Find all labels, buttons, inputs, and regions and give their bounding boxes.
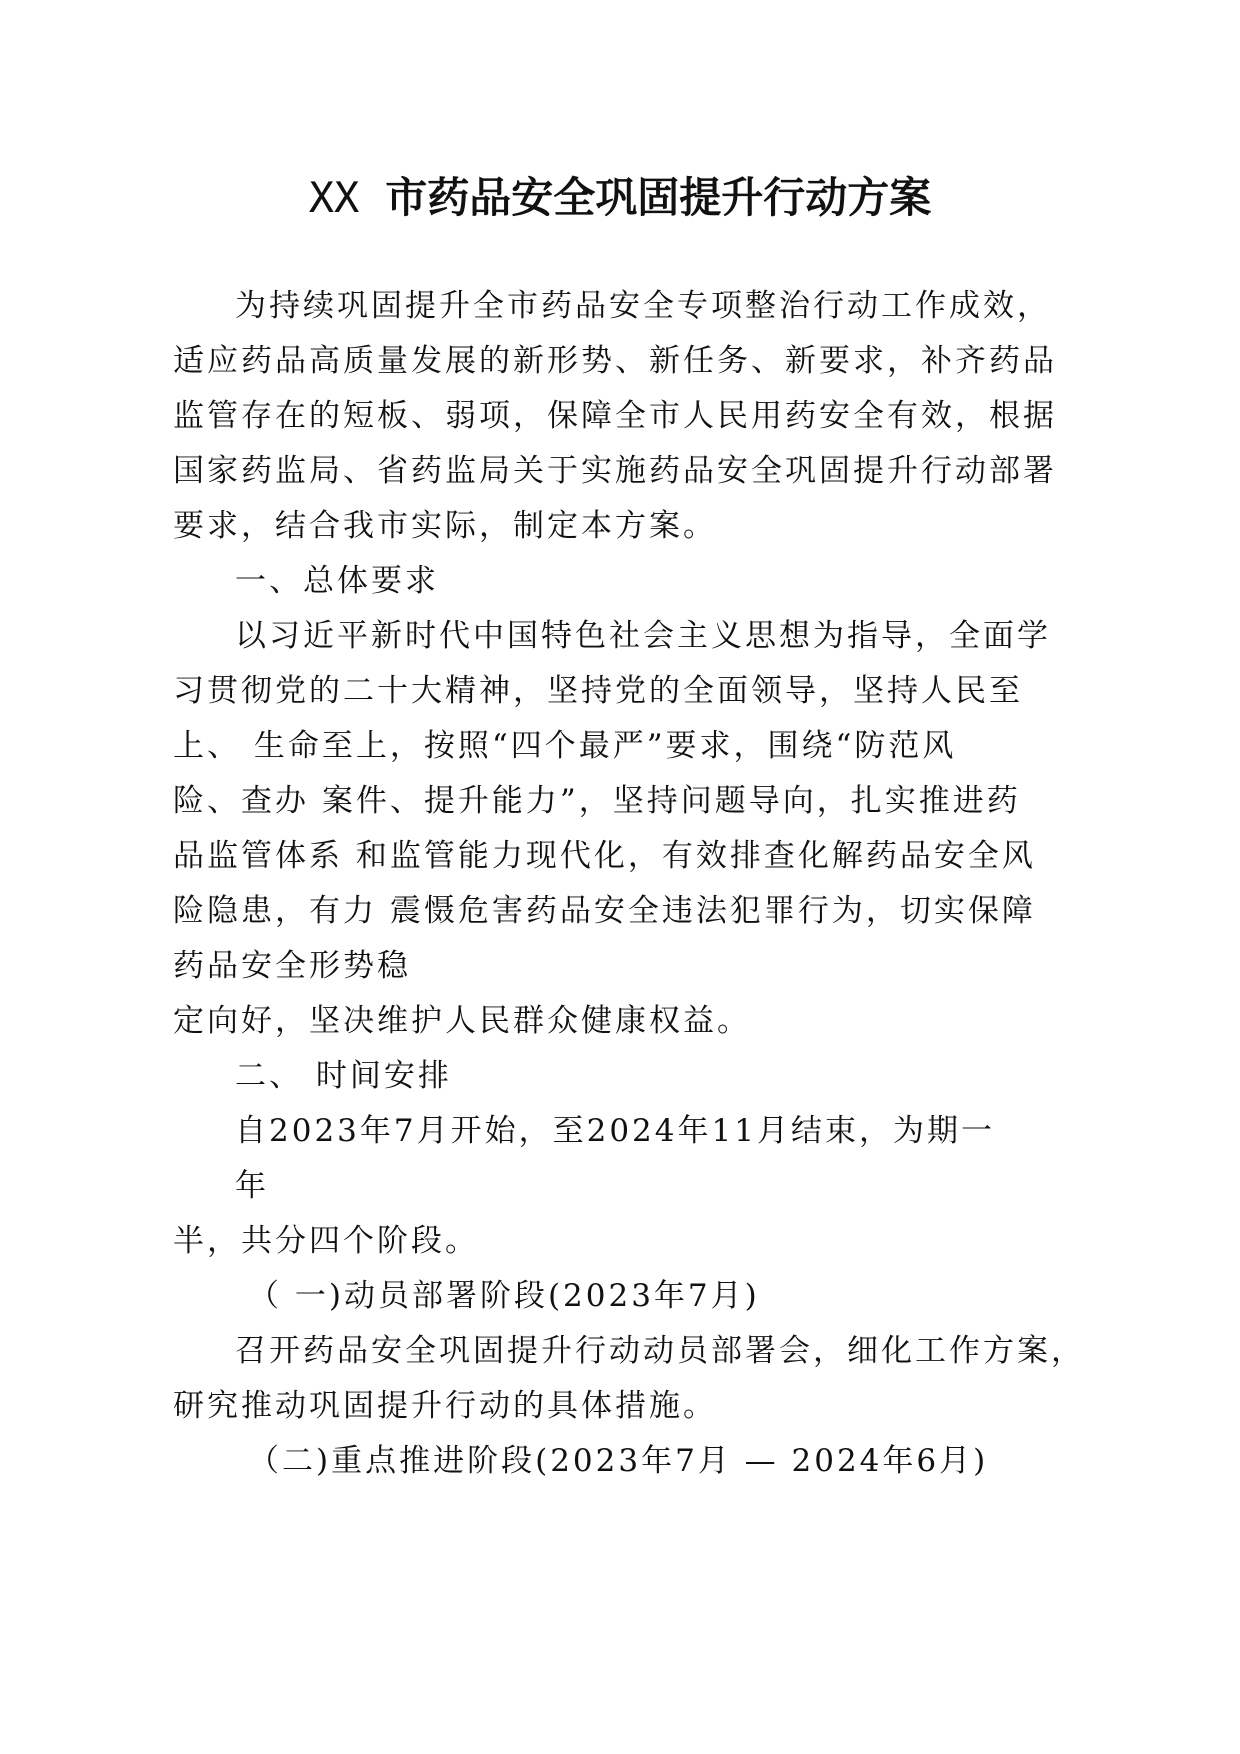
subsection-heading: （ 一)动员部署阶段(2023年7月)	[248, 1278, 760, 1314]
subsection-heading: （二)重点推进阶段(2023年7月 — 2024年6月)	[248, 1443, 989, 1479]
paragraph-line: 监管存在的短板、弱项，保障全市人民用药安全有效，根据	[173, 398, 1057, 434]
paragraph-line: 品监管体系 和监管能力现代化，有效排查化解药品安全风	[173, 838, 1036, 874]
paragraph-line: 药品安全形势稳	[173, 948, 411, 984]
paragraph-line: 要求，结合我市实际，制定本方案。	[173, 508, 717, 544]
paragraph-line: 召开药品安全巩固提升行动动员部署会，细化工作方案，	[235, 1333, 1085, 1369]
paragraph-line: 适应药品高质量发展的新形势、新任务、新要求，补齐药品	[173, 343, 1057, 379]
paragraph-line: 险、查办 案件、提升能力”，坚持问题导向，扎实推进药	[173, 783, 1021, 819]
section-heading: 二、 时间安排	[235, 1058, 452, 1094]
paragraph-line: 自2023年7月开始，至2024年11月结束，为期一	[235, 1113, 995, 1149]
paragraph-line: 国家药监局、省药监局关于实施药品安全巩固提升行动部署	[173, 453, 1057, 489]
section-heading: 一、总体要求	[235, 563, 439, 599]
paragraph-line: 年	[235, 1168, 269, 1204]
paragraph-line: 半，共分四个阶段。	[173, 1223, 479, 1259]
paragraph-line: 研究推动巩固提升行动的具体措施。	[173, 1388, 717, 1424]
paragraph-line: 为持续巩固提升全市药品安全专项整治行动工作成效，	[235, 288, 1051, 324]
paragraph-line: 以习近平新时代中国特色社会主义思想为指导，全面学	[235, 618, 1051, 654]
document-title	[0, 168, 1240, 228]
paragraph-line: 习贯彻党的二十大精神，坚持党的全面领导，坚持人民至	[173, 673, 1023, 709]
paragraph-line: 上、 生命至上，按照“四个最严”要求，围绕“防范风	[173, 728, 957, 764]
title-prefix: XX	[308, 173, 360, 222]
title-main: 市药品安全巩固提升行动方案	[385, 173, 932, 222]
paragraph-line: 定向好，坚决维护人民群众健康权益。	[173, 1003, 751, 1039]
paragraph-line: 险隐患，有力 震慑危害药品安全违法犯罪行为，切实保障	[173, 893, 1036, 929]
